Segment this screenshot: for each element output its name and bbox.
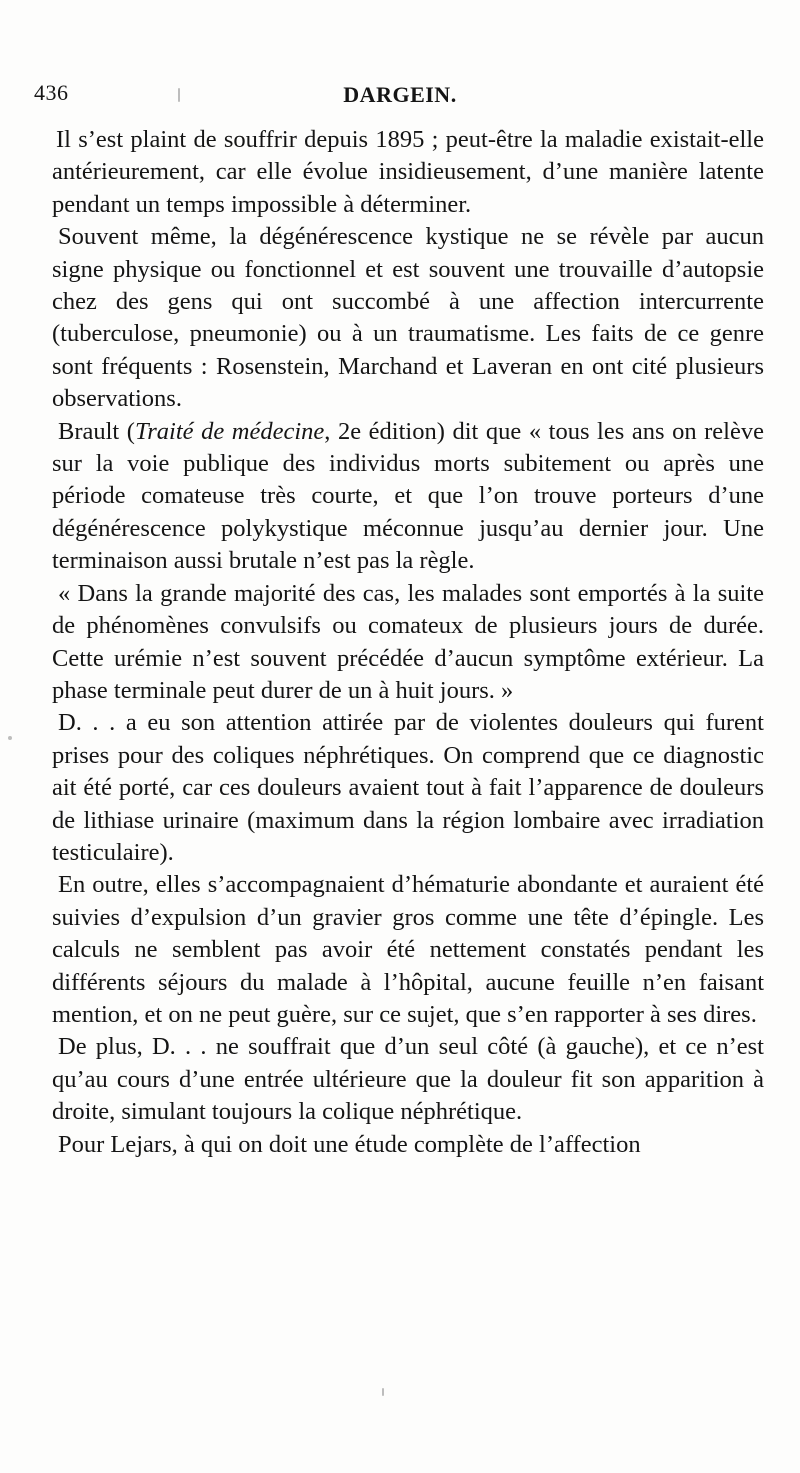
paragraph: Il s’est plaint de souffrir depuis 1895 ; peut-être la maladie existait-elle antérieurement, car elle évolue insidieusement, d’une manière latente pendant un temps impossible à déterminer.	[52, 126, 764, 218]
paragraph-lead: Brault (	[58, 417, 135, 445]
paragraph: D. . . a eu son attention attirée par de violentes douleurs qui furent prises pour des coliques néphrétiques. On comprend que ce diagnostic ait été porté, car ces douleurs avaient tout à fait l’apparence de douleurs de lithiase urinaire (maximum dans la région lombaire avec irradiation testiculaire).	[52, 709, 764, 866]
page-number: 436	[34, 80, 69, 105]
ink-speck	[382, 1388, 384, 1396]
paragraph: Souvent même, la dégénérescence kystique ne se révèle par aucun signe physique ou fonctionnel et est souvent une trouvaille d’autopsie chez des gens qui ont succombé à une affection intercurrente (tuberculose, pneumonie) ou à un traumatisme. Les faits de ce genre sont fréquents : Rosenstein, Marchand et Laveran en ont cité plusieurs observations.	[52, 223, 764, 413]
paragraph-citation	[52, 416, 764, 578]
paragraph-continued: Pour Lejars, à qui on doit une étude complète de l’affection	[58, 1130, 641, 1158]
paragraph-quote: « Dans la grande majorité des cas, les malades sont emportés à la suite de phénomènes convulsifs ou comateux de plusieurs jours de durée. Cette urémie n’est souvent précédée d’aucun symptôme extérieur. La phase terminale peut durer de un à huit jours. »	[52, 579, 764, 704]
cited-work-title: Traité de médecine	[134, 417, 325, 445]
paragraph: En outre, elles s’accompagnaient d’hématurie abondante et auraient été suivies d’expulsion d’un gravier gros comme une tête d’épingle. Les calculs ne semblent pas avoir été nettement constatés pendant les différents séjours du malade à l’hôpital, aucune feuille n’en faisant mention, et on ne peut guère, sur ce sujet, que s’en rapporter à ses dires.	[52, 871, 764, 1028]
paragraph: De plus, D. . . ne souffrait que d’un seul côté (à gauche), et ce n’est qu’au cours d’une entrée ultérieure que la douleur fit son apparition à droite, simulant toujours la colique néphrétique.	[52, 1033, 764, 1126]
body-text	[52, 124, 764, 1161]
ink-speck	[178, 88, 180, 102]
paragraph-tail: , 2e édition) dit que « tous les ans on relève sur la voie publique des individus morts subitement ou après une période comateuse très courte, et que l’on trouve porteurs d’une dégénérescence polykystique méconnue jusqu’au dernier jour. Une terminaison aussi brutale n’est pas la règle.	[52, 417, 764, 575]
ink-speck	[8, 736, 12, 740]
running-head: DARGEIN.	[343, 82, 457, 107]
